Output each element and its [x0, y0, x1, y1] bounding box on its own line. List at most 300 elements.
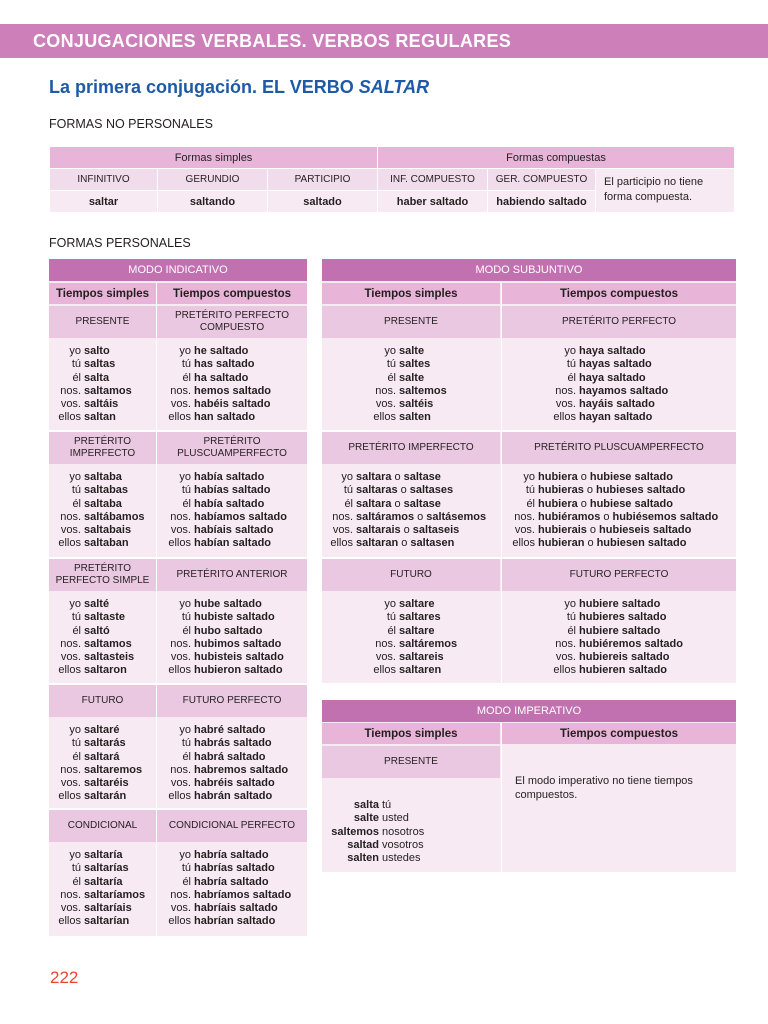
verb-form: saltabas — [84, 484, 129, 497]
verb-form: habíais saltado — [194, 524, 274, 537]
verb-form: hubo saltado — [194, 624, 263, 637]
section-personales: FORMAS PERSONALES — [49, 236, 191, 250]
conjugation-simple — [49, 598, 134, 678]
pronoun: ellos — [168, 664, 191, 677]
pronoun: tú — [181, 484, 191, 497]
conjugation-row — [502, 638, 683, 651]
pronoun: ustedes — [382, 852, 421, 865]
verb-form: salta — [353, 799, 379, 811]
conjugation-row — [157, 889, 291, 902]
conjugation-row — [49, 524, 145, 537]
conjugation-row — [157, 862, 291, 875]
verb-form: saltará — [84, 750, 120, 763]
conjugation-simple — [322, 598, 457, 678]
imperativo-forms — [322, 799, 424, 865]
pronoun: yo — [564, 598, 576, 610]
conjugation-row — [49, 471, 145, 484]
subjuntivo-header: MODO SUBJUNTIVO — [322, 259, 736, 281]
tense-label-compound: PRETÉRITO PLUSCUAMPERFECTO — [157, 432, 307, 464]
pronoun: nos. — [332, 510, 353, 523]
col-infinitivo: INFINITIVO — [50, 169, 158, 191]
pronoun: tú — [181, 611, 191, 624]
verb-form: salten — [347, 852, 379, 865]
pronoun: yo — [384, 345, 396, 357]
conjugation-row — [157, 484, 287, 497]
block-divider — [322, 557, 736, 559]
conjugation-row — [49, 484, 145, 497]
pronoun: vos. — [555, 651, 576, 664]
conjugation-row — [502, 537, 718, 550]
pronoun: vos. — [170, 524, 191, 537]
verb-form: saltáramos — [356, 510, 415, 523]
or-word: o — [403, 524, 410, 537]
indicativo-simples-header: Tiempos simples — [49, 283, 156, 304]
verb-form: saltarían — [84, 915, 130, 928]
conjugation-row — [157, 737, 288, 750]
page-number: 222 — [50, 968, 79, 987]
verb-form: habremos saltado — [194, 763, 289, 776]
conjugation-row — [322, 625, 457, 638]
verb-form: hubieren saltado — [579, 664, 668, 677]
conjugation-row — [49, 358, 132, 371]
conjugation-row — [157, 498, 287, 511]
imperativo-simples-header: Tiempos simples — [322, 723, 500, 744]
verb-form: habrán saltado — [194, 790, 273, 803]
conjugation-row — [502, 398, 668, 411]
pronoun: tú — [525, 484, 535, 497]
verb-form: saltares — [399, 611, 441, 624]
pronoun: nos. — [375, 384, 396, 397]
pronoun: yo — [179, 598, 191, 610]
conjugation-row — [49, 651, 134, 664]
conjugation-row — [49, 511, 145, 524]
pronoun: ellos — [58, 664, 81, 677]
conjugation-row — [49, 876, 145, 889]
conjugation-row — [157, 751, 288, 764]
verb-form: hubiéremos saltado — [579, 637, 683, 650]
verb-form: saltáis — [84, 398, 119, 411]
verb-form: saltarais — [356, 524, 401, 537]
conjugation-row — [49, 372, 132, 385]
conjugation-row — [322, 524, 486, 537]
conjugation-row — [49, 411, 132, 424]
conjugation-row — [157, 358, 271, 371]
verb-form-alt: hubieses saltado — [595, 484, 686, 497]
verb-form: saltemos — [331, 825, 379, 838]
pronoun: nos. — [60, 384, 81, 397]
section-no-personales: FORMAS NO PERSONALES — [49, 117, 213, 131]
conjugation-row — [49, 724, 142, 737]
pronoun: vos. — [375, 398, 396, 411]
conjugation-compound — [502, 345, 668, 425]
pronoun: él — [72, 371, 81, 384]
verb-form: saltaba — [84, 497, 122, 510]
pronoun: vos. — [332, 524, 353, 537]
conjugation-row — [157, 777, 288, 790]
conjugation-row — [322, 511, 486, 524]
conjugation-row — [322, 358, 447, 371]
conjugation-row — [502, 372, 668, 385]
block-divider — [49, 430, 307, 432]
conjugation-row — [157, 537, 287, 550]
verb-form-alt: hubiese saltado — [589, 497, 673, 510]
pronoun: ellos — [330, 537, 353, 550]
pronoun: tú — [566, 611, 576, 624]
pronoun: nos. — [170, 763, 191, 776]
imperativo-row — [322, 839, 424, 852]
tense-label-simple: FUTURO — [49, 685, 156, 717]
tense-label-compound: PRETÉRITO PLUSCUAMPERFECTO — [502, 432, 736, 464]
pronoun: ellos — [58, 915, 81, 928]
verb-form: salto — [84, 345, 110, 357]
verb-form: hubiera — [538, 471, 578, 483]
pronoun: él — [72, 750, 81, 763]
conjugation-row — [322, 638, 457, 651]
pronoun: vos. — [60, 524, 81, 537]
verb-form-alt: saltase — [403, 497, 441, 510]
pronoun: ellos — [58, 411, 81, 424]
verb-form-alt: saltase — [403, 471, 441, 483]
verb-form: hube saltado — [194, 598, 262, 610]
verb-form: habíamos saltado — [194, 510, 287, 523]
conjugation-row — [157, 790, 288, 803]
val-infinitivo: saltar — [50, 191, 158, 213]
val-gerundio: saltando — [158, 191, 268, 213]
or-word: o — [589, 524, 597, 537]
conjugation-row — [322, 471, 486, 484]
conjugation-row — [49, 598, 134, 611]
conjugation-row — [322, 611, 457, 624]
verb-form-alt: hubieseis saltado — [599, 524, 692, 537]
pronoun: yo — [523, 471, 535, 483]
header-title: CONJUGACIONES VERBALES. VERBOS REGULARES — [33, 31, 512, 51]
pronoun: él — [387, 624, 396, 637]
conjugation-row — [157, 764, 288, 777]
verb-form: ha saltado — [194, 371, 249, 384]
verb-form: saltarás — [84, 737, 126, 750]
pronoun: nosotros — [382, 825, 425, 838]
imperativo-row — [322, 812, 424, 825]
conjugation-compound — [502, 598, 683, 678]
conjugation-row — [322, 484, 486, 497]
tense-label-simple: PRESENTE — [49, 306, 156, 338]
header-bar — [0, 24, 768, 58]
conjugation-row — [157, 372, 271, 385]
conjugation-row — [157, 902, 291, 915]
indicativo-header: MODO INDICATIVO — [49, 259, 307, 281]
verb-form: hayas saltado — [579, 358, 652, 371]
conjugation-compound — [157, 598, 284, 678]
pronoun: ellos — [512, 537, 535, 550]
verb-form: saltaron — [84, 664, 127, 677]
verb-form: saltan — [84, 411, 116, 424]
pronoun: yo — [69, 849, 81, 861]
imperativo-row — [322, 826, 424, 839]
pronoun: vos. — [60, 651, 81, 664]
verb-form-alt: saltases — [409, 484, 454, 497]
verb-form: salten — [399, 411, 431, 424]
verb-form: habrías saltado — [194, 862, 275, 875]
conjugation-simple — [49, 471, 145, 551]
pronoun: nos. — [170, 888, 191, 901]
conjugation-row — [157, 598, 284, 611]
pronoun: nos. — [60, 888, 81, 901]
pronoun: él — [344, 497, 353, 510]
pronoun: ellos — [553, 411, 576, 424]
pronoun: ellos — [168, 790, 191, 803]
verb-form: saltemos — [399, 384, 447, 397]
verb-form: salte — [353, 812, 379, 825]
conjugation-row — [502, 625, 683, 638]
verb-form: he saltado — [194, 345, 249, 357]
verb-form: salta — [84, 371, 110, 384]
verb-form: hubiste saltado — [194, 611, 275, 624]
verb-form: haya saltado — [579, 345, 646, 357]
pronoun: él — [182, 875, 191, 888]
or-word: o — [603, 510, 610, 523]
block-divider — [49, 808, 307, 810]
conjugation-row — [157, 471, 287, 484]
pronoun: vos. — [514, 524, 535, 537]
verb-form: saltara — [356, 497, 392, 510]
formas-simples-header: Formas simples — [50, 147, 378, 169]
verb-form: hubiere saltado — [579, 624, 661, 637]
conjugation-row — [49, 737, 142, 750]
conjugation-row — [157, 638, 284, 651]
verb-form: hubieras — [538, 484, 584, 497]
conjugation-row — [157, 664, 284, 677]
col-participio: PARTICIPIO — [268, 169, 378, 191]
verb-form: hayan saltado — [579, 411, 653, 424]
conjugation-row — [502, 411, 668, 424]
conjugation-row — [49, 751, 142, 764]
or-word: o — [400, 484, 407, 497]
indicativo-compuestos-header: Tiempos compuestos — [157, 283, 307, 304]
conjugation-row — [502, 498, 718, 511]
pronoun: vos. — [170, 777, 191, 790]
page-title: La primera conjugación. EL VERBO SALTAR — [49, 77, 430, 97]
conjugation-row — [157, 724, 288, 737]
conjugation-row — [49, 638, 134, 651]
conjugation-row — [49, 345, 132, 358]
pronoun: vos. — [60, 777, 81, 790]
verb-form: hubisteis saltado — [194, 651, 284, 664]
verb-form: habría saltado — [194, 849, 269, 861]
conjugation-row — [502, 598, 683, 611]
verb-form: saltábamos — [84, 510, 145, 523]
pronoun: ellos — [58, 537, 81, 550]
conjugation-simple — [322, 345, 447, 425]
conjugation-row — [157, 385, 271, 398]
pronoun: nos. — [555, 384, 576, 397]
pronoun: nos. — [555, 637, 576, 650]
conjugation-row — [49, 849, 145, 862]
verb-form: saltaremos — [84, 763, 143, 776]
verb-form: hubiereis saltado — [579, 651, 670, 664]
verb-form-alt: hubiese saltado — [589, 471, 673, 483]
conjugation-row — [322, 411, 447, 424]
imperativo-header: MODO IMPERATIVO — [322, 700, 736, 722]
pronoun: él — [182, 371, 191, 384]
conjugation-row — [49, 790, 142, 803]
pronoun: ellos — [553, 664, 576, 677]
verb-form: hubierais — [538, 524, 587, 537]
pronoun: yo — [179, 849, 191, 861]
conjugation-row — [49, 915, 145, 928]
indicativo-column-divider — [156, 283, 157, 936]
verb-form: habría saltado — [194, 875, 269, 888]
verb-form: salte — [399, 345, 425, 357]
verb-form: saltarán — [84, 790, 127, 803]
verb-form: hayáis saltado — [579, 398, 655, 411]
pronoun: ellos — [373, 411, 396, 424]
conjugation-simple — [49, 724, 142, 804]
tense-label-compound: PRETÉRITO ANTERIOR — [157, 559, 307, 591]
conjugation-row — [49, 862, 145, 875]
or-word: o — [586, 484, 593, 497]
verb-form: saltamos — [84, 384, 132, 397]
tense-label-compound: CONDICIONAL PERFECTO — [157, 810, 307, 842]
pronoun: nos. — [60, 510, 81, 523]
verb-form: hemos saltado — [194, 384, 272, 397]
verb-form: saltarías — [84, 862, 129, 875]
conjugation-row — [322, 664, 457, 677]
verb-form: saltad — [347, 838, 379, 851]
verb-form: saltaste — [84, 611, 125, 624]
verb-form: habré saltado — [194, 724, 266, 736]
pronoun: nos. — [170, 637, 191, 650]
pronoun: él — [72, 497, 81, 510]
pronoun: vosotros — [382, 838, 424, 851]
verb-form: habrá saltado — [194, 750, 266, 763]
imperativo-row — [322, 799, 424, 812]
pronoun: vos. — [60, 902, 81, 915]
verb-form: has saltado — [194, 358, 255, 371]
subjuntivo-column-divider — [501, 283, 502, 683]
tense-label-simple: PRETÉRITO PERFECTO SIMPLE — [49, 559, 156, 591]
pronoun: yo — [179, 345, 191, 357]
conjugation-row — [157, 651, 284, 664]
tense-label-compound: PRETÉRITO PERFECTO — [502, 306, 736, 338]
conjugation-row — [502, 511, 718, 524]
conjugation-row — [322, 398, 447, 411]
verb-form-alt: saltasen — [410, 537, 455, 550]
verb-form: saltaré — [84, 724, 120, 736]
conjugation-row — [502, 385, 668, 398]
pronoun: tú — [71, 611, 81, 624]
or-word: o — [580, 471, 587, 483]
participio-note: El participio no tiene forma compuesta. — [596, 169, 735, 213]
col-ger-compuesto: GER. COMPUESTO — [488, 169, 596, 191]
pronoun: él — [72, 875, 81, 888]
or-word: o — [394, 497, 401, 510]
conjugation-row — [502, 524, 718, 537]
conjugation-row — [157, 411, 271, 424]
tense-label-compound: PRETÉRITO PERFECTO COMPUESTO — [157, 306, 307, 338]
or-word: o — [401, 537, 408, 550]
verb-form-alt: hubiésemos saltado — [612, 510, 719, 523]
pronoun: ellos — [373, 664, 396, 677]
conjugation-row — [322, 537, 486, 550]
verb-form: hubieron saltado — [194, 664, 283, 677]
verb-form: saltaran — [356, 537, 399, 550]
conjugation-row — [157, 345, 271, 358]
block-divider — [322, 430, 736, 432]
conjugation-row — [157, 398, 271, 411]
tense-label-simple: PRESENTE — [322, 306, 500, 338]
verb-form: hubimos saltado — [194, 637, 282, 650]
verb-form: saltaras — [356, 484, 398, 497]
verb-form: hubieran — [538, 537, 585, 550]
conjugation-row — [49, 537, 145, 550]
subjuntivo-simples-header: Tiempos simples — [322, 283, 500, 304]
tense-label-simple: PRETÉRITO IMPERFECTO — [322, 432, 500, 464]
conjugation-row — [322, 651, 457, 664]
verb-form: saltareis — [399, 651, 444, 664]
pronoun: tú — [181, 737, 191, 750]
conjugation-row — [322, 598, 457, 611]
conjugation-row — [157, 511, 287, 524]
imperativo-row — [322, 852, 424, 865]
col-gerundio: GERUNDIO — [158, 169, 268, 191]
verb-form: habrían saltado — [194, 915, 276, 928]
conjugation-row — [49, 902, 145, 915]
pronoun: vos. — [170, 651, 191, 664]
imperativo-presente-label: PRESENTE — [322, 746, 500, 778]
conjugation-row — [49, 398, 132, 411]
conjugation-row — [49, 385, 132, 398]
imperativo-compuestos-header: Tiempos compuestos — [502, 723, 736, 744]
tense-label-simple: FUTURO — [322, 559, 500, 591]
conjugation-row — [502, 345, 668, 358]
pronoun: vos. — [170, 902, 191, 915]
conjugation-row — [49, 664, 134, 677]
conjugation-row — [502, 611, 683, 624]
verb-form: saltamos — [84, 637, 132, 650]
or-word: o — [580, 497, 587, 510]
pronoun: nos. — [514, 510, 535, 523]
verb-form-alt: saltásemos — [426, 510, 487, 523]
pronoun: yo — [179, 724, 191, 736]
val-inf-compuesto: haber saltado — [378, 191, 488, 213]
pronoun: tú — [386, 358, 396, 371]
pronoun: él — [182, 624, 191, 637]
pronoun: él — [526, 497, 535, 510]
verb-form: haya saltado — [579, 371, 646, 384]
block-divider — [49, 557, 307, 559]
pronoun: yo — [341, 471, 353, 483]
verb-form: saltéis — [399, 398, 434, 411]
pronoun: ellos — [168, 537, 191, 550]
pronoun: él — [387, 371, 396, 384]
verb-form: habéis saltado — [194, 398, 271, 411]
verb-form: saltáremos — [399, 637, 458, 650]
conjugation-row — [502, 471, 718, 484]
pronoun: tú — [181, 862, 191, 875]
conjugation-row — [322, 372, 447, 385]
verb-form: hubiera — [538, 497, 578, 510]
conjugation-row — [49, 764, 142, 777]
pronoun: yo — [564, 345, 576, 357]
conjugation-row — [49, 611, 134, 624]
verb-form: saltara — [356, 471, 392, 483]
verb-form: saltaría — [84, 849, 123, 861]
pronoun: yo — [179, 471, 191, 483]
conjugation-compound — [157, 724, 288, 804]
pronoun: nos. — [60, 763, 81, 776]
conjugation-row — [157, 625, 284, 638]
pronoun: tú — [71, 358, 81, 371]
